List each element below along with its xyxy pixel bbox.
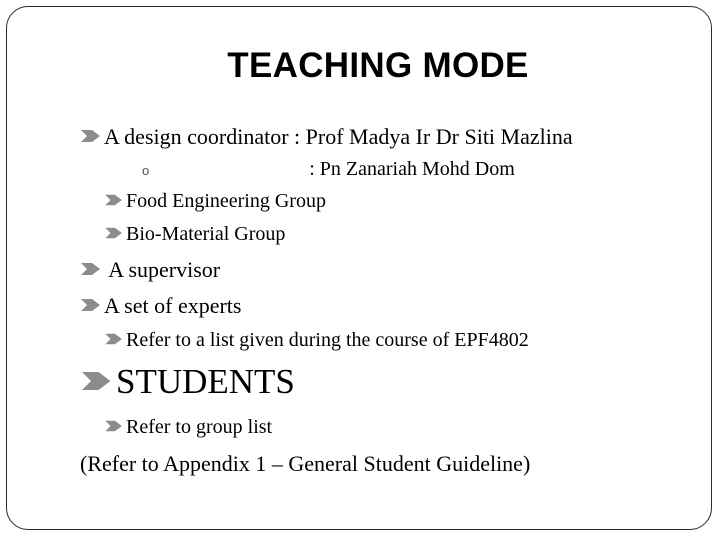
second-coordinator-text: : Pn Zanariah Mohd Dom xyxy=(309,158,515,180)
bullet-students xyxy=(80,362,295,402)
design-coordinator-text: A design coordinator : Prof Madya Ir Dr Siti Mazlina xyxy=(104,124,573,149)
appendix-note xyxy=(80,451,530,477)
experts-text: A set of experts xyxy=(104,293,242,318)
bullet-biomaterial-group xyxy=(104,222,285,246)
food-group-text: Food Engineering Group xyxy=(126,190,326,212)
bullet-experts-detail xyxy=(104,328,529,352)
biomaterial-group-text: Bio-Material Group xyxy=(126,223,286,245)
bullet-arrow-icon xyxy=(80,369,116,393)
students-heading: STUDENTS xyxy=(116,362,295,401)
bullet-students-detail xyxy=(104,415,272,439)
bullet-arrow-icon xyxy=(104,332,126,346)
bullet-design-coordinator xyxy=(80,124,573,150)
bullet-arrow-icon xyxy=(80,297,104,313)
bullet-food-group xyxy=(104,189,326,213)
bullet-arrow-icon xyxy=(80,128,104,144)
experts-detail-text: Refer to a list given during the course of EPF4802 xyxy=(126,329,529,351)
slide-title: TEACHING MODE xyxy=(227,46,529,85)
bullet-arrow-icon xyxy=(80,261,104,277)
appendix-note-text: (Refer to Appendix 1 – General Student Guideline) xyxy=(80,451,531,476)
bullet-experts xyxy=(80,293,241,319)
bullet-arrow-icon xyxy=(104,419,126,433)
bullet-second-coordinator xyxy=(142,157,515,183)
bullet-arrow-icon xyxy=(104,226,126,240)
bullet-supervisor xyxy=(80,257,220,283)
circle-bullet-icon: o xyxy=(142,163,150,178)
students-detail-text: Refer to group list xyxy=(126,416,273,438)
bullet-arrow-icon xyxy=(104,193,126,207)
supervisor-text: A supervisor xyxy=(104,257,221,282)
